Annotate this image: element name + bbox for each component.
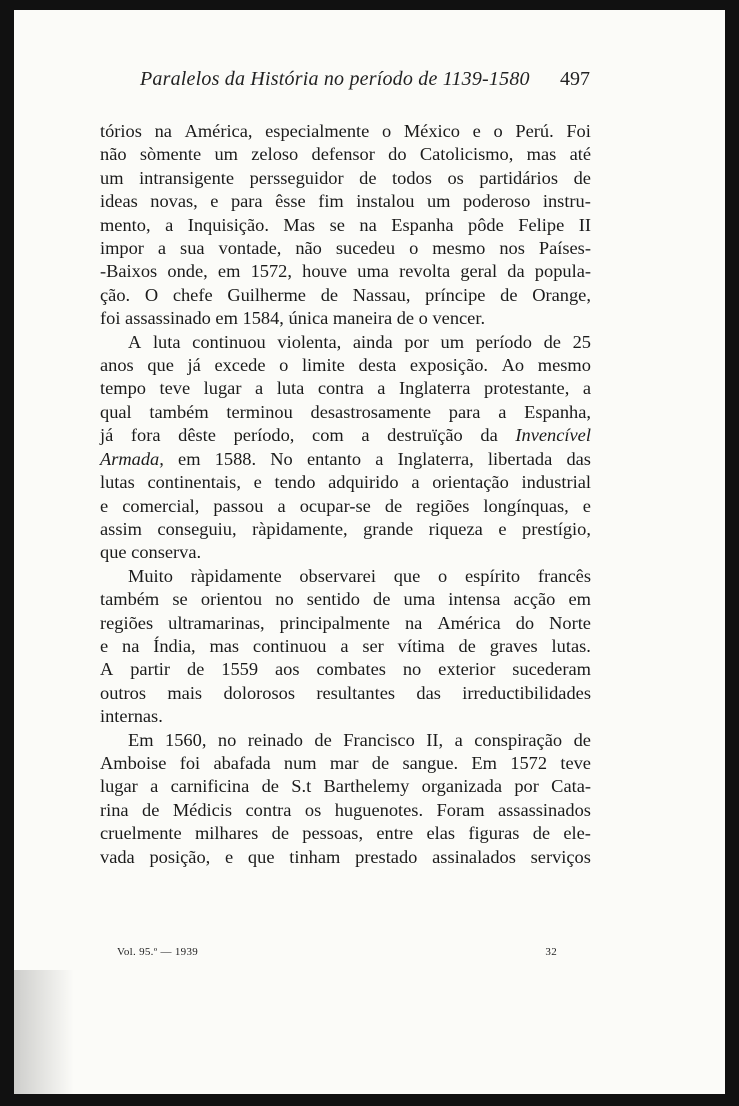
text-line: que conserva. (100, 542, 202, 563)
text-line: A luta continuou violenta, ainda por um período de 25 (128, 331, 591, 352)
text-line: impor a sua vontade, não sucedeu o mesmo nos Países- (100, 238, 591, 259)
text-line: regiões ultramarinas, principalmente na América do Norte (100, 612, 591, 633)
text-line: Em 1560, no reinado de Francisco II, a conspiração de (128, 729, 591, 750)
text-line: assim conseguiu, ràpidamente, grande riqueza e prestígio, (100, 518, 591, 539)
text-line: foi assassinado em 1584, única maneira de o vencer. (100, 308, 486, 329)
text-line: Armada, em 1588. No entanto a Inglaterra, libertada das (100, 448, 591, 469)
text-line: A partir de 1559 aos combates no exterior sucederam (100, 659, 591, 680)
text-line: tempo teve lugar a luta contra a Inglaterra protestante, a (100, 378, 591, 399)
body-text (100, 120, 591, 869)
document-page (14, 10, 725, 1094)
text-line: lugar a carnificina de S.t Barthelemy organizada por Cata- (100, 776, 591, 797)
text-line: também se orientou no sentido de uma intensa acção em (100, 589, 591, 610)
text-line: internas. (100, 706, 163, 727)
text-line: cruelmente milhares de pessoas, entre elas figuras de ele- (100, 823, 591, 844)
text-line: lutas continentais, e tendo adquirido a orientação industrial (100, 472, 591, 493)
text-line: e comercial, passou a ocupar-se de regiões longínquas, e (100, 495, 591, 516)
signature-mark: 32 (545, 946, 557, 958)
page-header (140, 68, 590, 91)
text-line: já fora dêste período, com a destruïção da Invencível (100, 425, 591, 446)
text-line: anos que já excede o limite desta exposição. Ao mesmo (100, 355, 591, 376)
text-line: Amboise foi abafada num mar de sangue. Em 1572 teve (100, 752, 591, 773)
text-line: e na Índia, mas continuou a ser vítima de graves lutas. (100, 635, 591, 656)
text-line: qual também terminou desastrosamente para a Espanha, (100, 401, 591, 422)
text-line: não sòmente um zeloso defensor do Catolicismo, mas até (100, 144, 591, 165)
text-line: Muito ràpidamente observarei que o espírito francês (128, 565, 591, 586)
text-line: mento, a Inquisição. Mas se na Espanha pôde Felipe II (100, 214, 591, 235)
volume-note: Vol. 95.º — 1939 (117, 946, 199, 958)
scan-shadow (14, 970, 74, 1094)
text-line: -Baixos onde, em 1572, houve uma revolta geral da popula- (100, 261, 591, 282)
page-number: 497 (560, 68, 590, 90)
running-title: Paralelos da História no período de 1139-1580 (140, 68, 530, 90)
page-footer (117, 946, 557, 958)
text-line: tórios na América, especialmente o México e o Perú. Foi (100, 121, 591, 141)
text-line: rina de Médicis contra os huguenotes. Foram assassinados (100, 799, 591, 820)
text-line: vada posição, e que tinham prestado assinalados serviços (100, 846, 591, 867)
text-line: um intransigente persseguidor de todos os partidários de (100, 167, 591, 188)
text-line: ção. O chefe Guilherme de Nassau, príncipe de Orange, (100, 284, 591, 305)
text-line: outros mais dolorosos resultantes das irreductibilidades (100, 682, 591, 703)
text-line: ideas novas, e para êsse fim instalou um poderoso instru- (100, 191, 591, 212)
